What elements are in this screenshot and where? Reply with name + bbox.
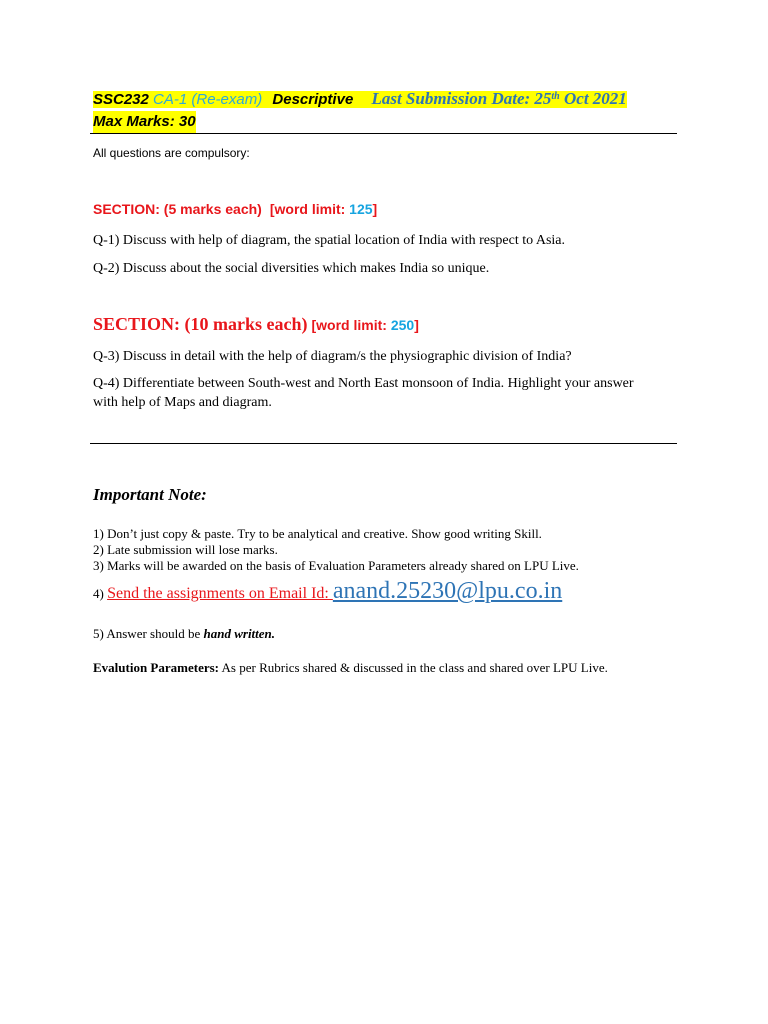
question-2: Q-2) Discuss about the social diversities which makes India so unique. [93, 261, 490, 276]
ca-label: CA-1 (Re-exam) [153, 91, 263, 108]
note-item-email: 4) Send the assignments on Email Id: anand.25230@lpu.co.in [93, 578, 563, 604]
course-code: SSC232 [93, 91, 149, 108]
email-link[interactable]: anand.25230@lpu.co.in [332, 578, 563, 604]
header-divider [90, 133, 677, 134]
section-1-heading: SECTION: (5 marks each) [word limit: 125] [93, 201, 378, 217]
evaluation-label: Evalution Parameters: [93, 660, 220, 675]
note-item: 2) Late submission will lose marks. [93, 542, 278, 557]
question-4: Q-4) Differentiate between South-west and North East monsoon of India. Highlight your answer with help of Maps and diagram. [93, 376, 634, 410]
note-item: 1) Don’t just copy & paste. Try to be analytical and creative. Show good writing Skill. [93, 526, 542, 541]
question-1: Q-1) Discuss with help of diagram, the spatial location of India with respect to Asia. [93, 233, 566, 248]
email-instruction: Send the assignments on Email Id: [107, 585, 333, 602]
instructions-text: All questions are compulsory: [93, 146, 250, 160]
submission-date: Last Submission Date: 25th Oct 2021 [371, 89, 627, 108]
assignment-header [93, 86, 673, 133]
assignment-type: Descriptive [272, 91, 354, 108]
important-note-list [93, 526, 579, 574]
note-item-handwritten: 5) Answer should be hand written. [93, 626, 276, 641]
note-item: 3) Marks will be awarded on the basis of Evaluation Parameters already shared on LPU Live. [93, 558, 579, 573]
max-marks: Max Marks: 30 [93, 111, 196, 133]
important-note-title: Important Note: [93, 485, 207, 504]
section-2-heading: SECTION: (10 marks each) [word limit: 250] [93, 314, 419, 334]
evaluation-parameters: Evalution Parameters: As per Rubrics shared & discussed in the class and shared over LPU Live. [93, 660, 608, 675]
question-3: Q-3) Discuss in detail with the help of diagram/s the physiographic division of India? [93, 349, 572, 364]
section-divider [90, 443, 677, 444]
header-line [93, 86, 673, 111]
